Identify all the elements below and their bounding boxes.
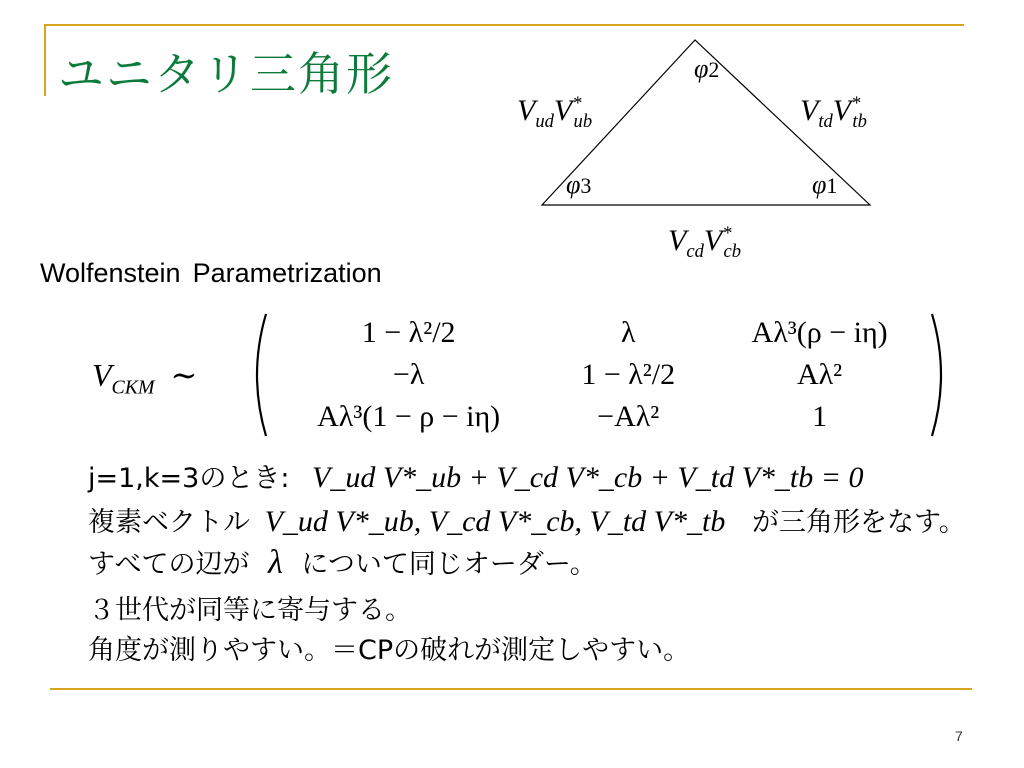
body-line-5: 角度が測りやすい。＝CPの破れが測定しやすい。 [88,635,691,666]
line1-prefix: j=1,k=3のとき: [88,463,290,494]
title-left-bar [44,24,46,96]
matrix-cell: λ [620,316,636,349]
line1-equation: V_ud V*_ub + V_cd V*_cb + V_td V*_tb = 0 [312,461,864,494]
parametrization-heading: Wolfenstein Parametrization [40,258,382,288]
line3-prefix: すべての辺が [88,549,250,580]
angle-phi1: φ1 [812,170,838,199]
top-rule [44,24,964,26]
angle-phi2: φ2 [694,54,720,83]
matrix-cell: Aλ² [796,358,843,391]
side-bottom-label: $V_{cd}V^*_{cb}$ [668,223,742,262]
body-line-2 [88,500,966,539]
body-line-1 [88,456,864,495]
matrix-cell: 1 [812,400,828,433]
line2-suffix: が三角形をなす。 [751,507,966,538]
matrix-cell: 1 − λ²/2 [581,358,676,391]
line2-prefix: 複素ベクトル [88,507,250,538]
ckm-matrix [272,312,928,438]
page-number: 7 [955,728,963,744]
matrix-left-paren [246,310,270,440]
side-left-label: $V_{ud}V^*_{ub}$ [517,93,593,132]
matrix-row [272,354,928,396]
matrix-cell: Aλ³(ρ − iη) [751,316,888,349]
matrix-cell: Aλ³(1 − ρ − iη) [317,400,501,433]
line3-suffix: について同じオーダー。 [301,549,597,580]
bottom-rule [50,688,972,690]
angle-phi3: φ3 [566,170,592,199]
line2-vectors: V_ud V*_ub, V_cd V*_cb, V_td V*_tb [264,505,726,538]
matrix-cell: −λ [392,358,425,391]
matrix-row [272,396,928,438]
body-line-4: ３世代が同等に寄与する。 [88,595,412,626]
lambda-symbol: λ [268,544,283,581]
matrix-right-paren [928,310,952,440]
side-right-label: $V_{td}V^*_{tb}$ [800,93,867,132]
slide-title: ユニタリ三角形 [58,47,394,101]
matrix-cell: 1 − λ²/2 [361,316,456,349]
ckm-lhs: $V_{CKM}$ ∼ [92,357,198,399]
body-line-3 [88,542,597,582]
matrix-row [272,312,928,354]
matrix-cell: −Aλ² [597,400,660,433]
